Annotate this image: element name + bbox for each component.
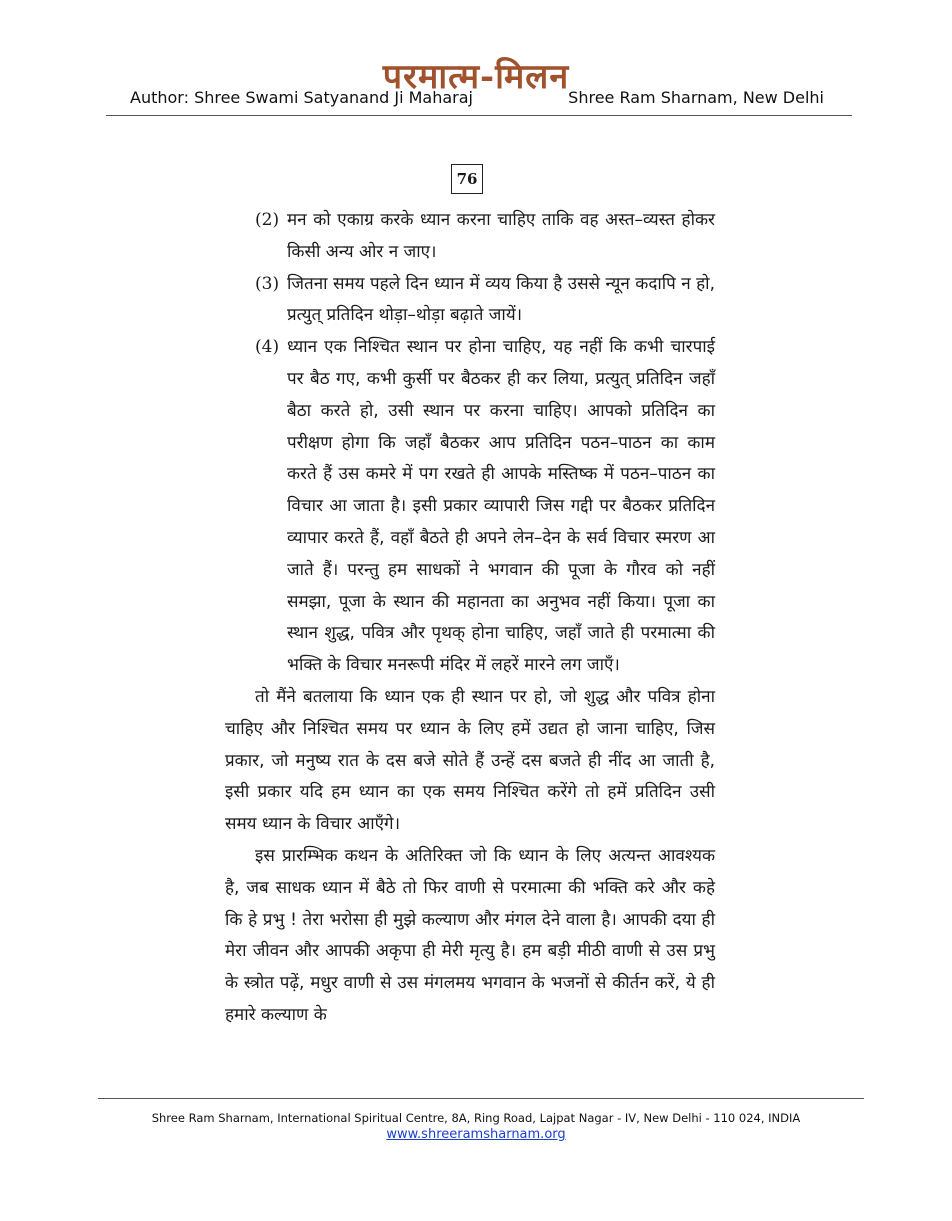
header-divider [106,115,852,116]
list-item [225,269,715,333]
list-item [225,205,715,269]
paragraph-text: इस प्रारम्भिक कथन के अतिरिक्त जो कि ध्यान के लिए अत्यन्त आवश्यक है, जब साधक ध्यान में बैठे तो फिर वाणी से परमात्मा की भक्ति करे और कहे कि हे प्रभु ! तेरा भरोसा ही मुझे कल्याण और मंगल देने वाला है। आपकी दया ही मेरा जीवन और आपकी अकृपा ही मेरी मृत्यु है। हम बड़ी मीठी वाणी से उस प्रभु के स्त्रोत पढ़ें, मधुर वाणी से उस मंगलमय भगवान के भजनों से कीर्तन करें, ये ही हमारे कल्याण के [225,845,715,1025]
list-item-number: (4) [255,337,280,358]
publisher-line: Shree Ram Sharnam, New Delhi [568,88,824,107]
paragraph-text: तो मैंने बतलाया कि ध्यान एक ही स्थान पर हो, जो शुद्ध और पवित्र होना चाहिए और निश्चित समय पर ध्यान के लिए हमें उद्यत हो जाना चाहिए, जिस प्रकार, जो मनुष्य रात के दस बजे सोते हैं उन्हें दस बजते ही नींद आ जाती है, इसी प्रकार यदि हम ध्यान का एक समय निश्चित करेंगे तो हमें प्रतिदिन उसी समय ध्यान के विचार आएँगे। [225,686,715,835]
list-item-text: ध्यान एक निश्चित स्थान पर होना चाहिए, यह नहीं कि कभी चारपाई पर बैठ गए, कभी कुर्सी पर बैठकर ही कर लिया, प्रत्युत् प्रतिदिन जहाँ बैठा करते हो, उसी स्थान पर करना चाहिए। आपको प्रतिदिन का परीक्षण होगा कि जहाँ बैठकर आप प्रतिदिन पठन–पाठन का काम करते हैं उस कमरे में पग रखते ही आपके मस्तिष्क में पठन–पाठन का विचार आ जाता है। इसी प्रकार व्यापारी जिस गद्दी पर बैठकर प्रतिदिन व्यापार करते हैं, वहाँ बैठते ही अपने लेन–देन के सर्व विचार स्मरण आ जाते हैं। परन्तु हम साधकों ने भगवान की पूजा के गौरव को नहीं समझा, पूजा के स्थान की महानता का अनुभव नहीं किया। पूजा का स्थान शुद्ध, पवित्र और पृथक् होना चाहिए, जहाँ जाते ही परमात्मा की भक्ति के विचार मनरूपी मंदिर में लहरें मारने लग जाएँ। [287,337,715,676]
list-item-number: (3) [255,273,280,294]
masthead-title: परमात्म-मिलन [382,57,570,97]
body-paragraph [225,841,715,1032]
author-line: Author: Shree Swami Satyanand Ji Maharaj [130,88,473,107]
list-item-text: मन को एकाग्र करके ध्यान करना चाहिए ताकि वह अस्त–व्यस्त होकर किसी अन्य ओर न जाए। [287,210,715,262]
footer-link-container [0,1127,952,1142]
list-item [225,332,715,682]
website-link[interactable]: www.shreeramsharnam.org [386,1127,566,1142]
header-meta [130,88,824,112]
list-item-number: (2) [255,210,280,230]
page-body [225,205,715,1032]
footer-divider [98,1098,864,1099]
list-item-text: जितना समय पहले दिन ध्यान में व्यय किया है उससे न्यून कदापि न हो, प्रत्युत् प्रतिदिन थोड़ा–थोड़ा बढ़ाते जायें। [287,273,715,326]
body-paragraph [225,682,715,841]
footer-address: Shree Ram Sharnam, International Spiritual Centre, 8A, Ring Road, Lajpat Nagar - IV, New Delhi - 110 024, INDIA [151,1111,801,1125]
page-number: 76 [451,164,483,194]
